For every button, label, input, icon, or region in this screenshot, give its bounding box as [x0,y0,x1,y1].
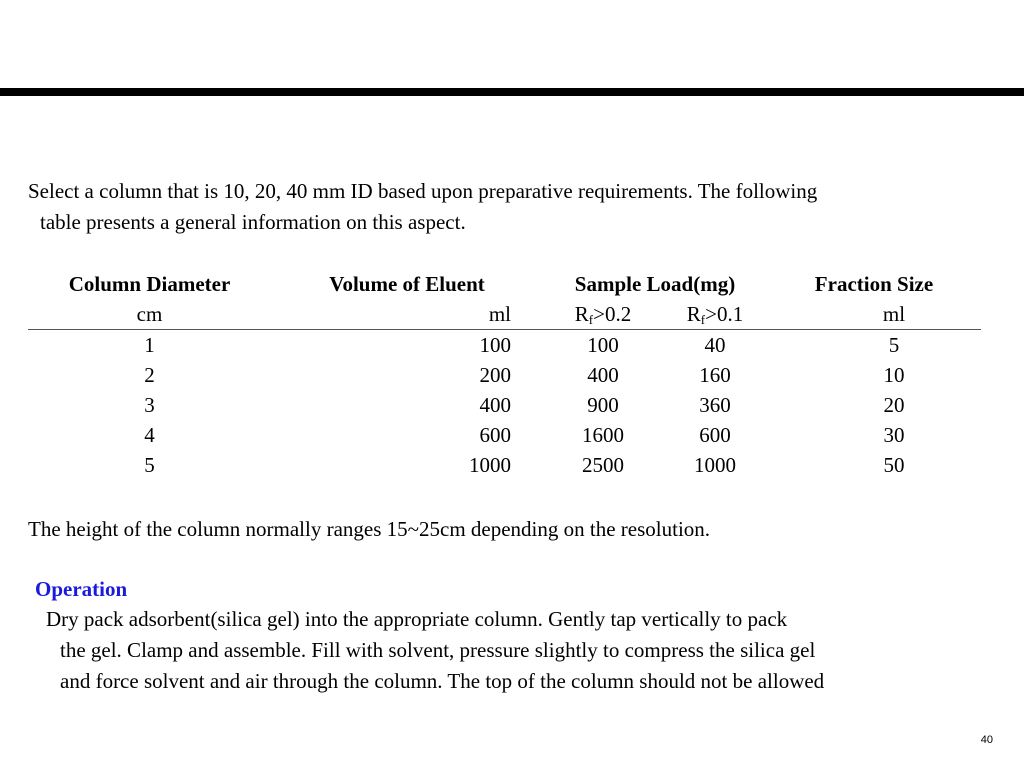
table-row [28,450,981,480]
unit-load-rf-0-1: $R_f>0.1$ [663,299,767,330]
cell-fraction: 50 [883,453,905,477]
cell-volume: 200 [479,363,511,387]
cell-fraction: 20 [883,393,905,417]
column-spec-table [28,269,981,480]
intro-line-2: table presents a general information on this aspect. [40,210,466,234]
header-fraction-size: Fraction Size [814,272,934,296]
unit-diameter: cm [28,299,271,330]
cell-load-rf-0-1: 360 [699,393,731,417]
header-column-diameter: Column Diameter [68,272,231,296]
cell-load-rf-0-2: 100 [587,333,619,357]
table-row [28,390,981,420]
cell-fraction: 30 [883,423,905,447]
header-volume-of-eluent: Volume of Eluent [329,272,485,296]
table-units-row [28,299,981,330]
page-number: 40 [980,734,993,746]
operation-line-2: the gel. Clamp and assemble. Fill with solvent, pressure slightly to compress the silica gel [60,638,816,662]
cell-load-rf-0-2: 2500 [582,453,624,477]
table-row [28,330,981,361]
header-rule [0,88,1024,96]
unit-load-rf-0-2: $R_f>0.2$ [543,299,663,330]
operation-line-1: Dry pack adsorbent(silica gel) into the appropriate column. Gently tap vertically to pack [46,607,788,631]
cell-load-rf-0-2: 400 [587,363,619,387]
unit-volume: ml [271,299,543,330]
intro-paragraph [28,176,1003,238]
cell-fraction: 5 [888,333,900,357]
table-row [28,360,981,390]
cell-volume: 400 [479,393,511,417]
cell-load-rf-0-2: 900 [587,393,619,417]
unit-fraction: ml [767,299,981,330]
header-sample-load: Sample Load(mg) [574,272,736,296]
intro-line-1: Select a column that is 10, 20, 40 mm ID based upon preparative requirements. The following [28,179,818,203]
cell-load-rf-0-1: 1000 [694,453,736,477]
operation-heading: Operation [35,577,128,601]
table-row [28,420,981,450]
cell-volume: 600 [479,423,511,447]
column-height-note: The height of the column normally ranges 15~25cm depending on the resolution. [28,517,711,541]
cell-diameter: 2 [144,363,155,387]
cell-load-rf-0-1: 160 [699,363,731,387]
cell-volume: 100 [479,333,511,357]
operation-paragraph [46,604,824,697]
cell-diameter: 1 [144,333,155,357]
cell-diameter: 3 [144,393,155,417]
cell-diameter: 4 [144,423,155,447]
cell-load-rf-0-1: 600 [699,423,731,447]
cell-diameter: 5 [144,453,155,477]
table-header-row [28,269,981,299]
cell-load-rf-0-2: 1600 [582,423,624,447]
cell-volume: 1000 [469,453,511,477]
cell-fraction: 10 [883,363,905,387]
operation-line-3: and force solvent and air through the column. The top of the column should not be allowed [60,669,825,693]
cell-load-rf-0-1: 40 [704,333,726,357]
